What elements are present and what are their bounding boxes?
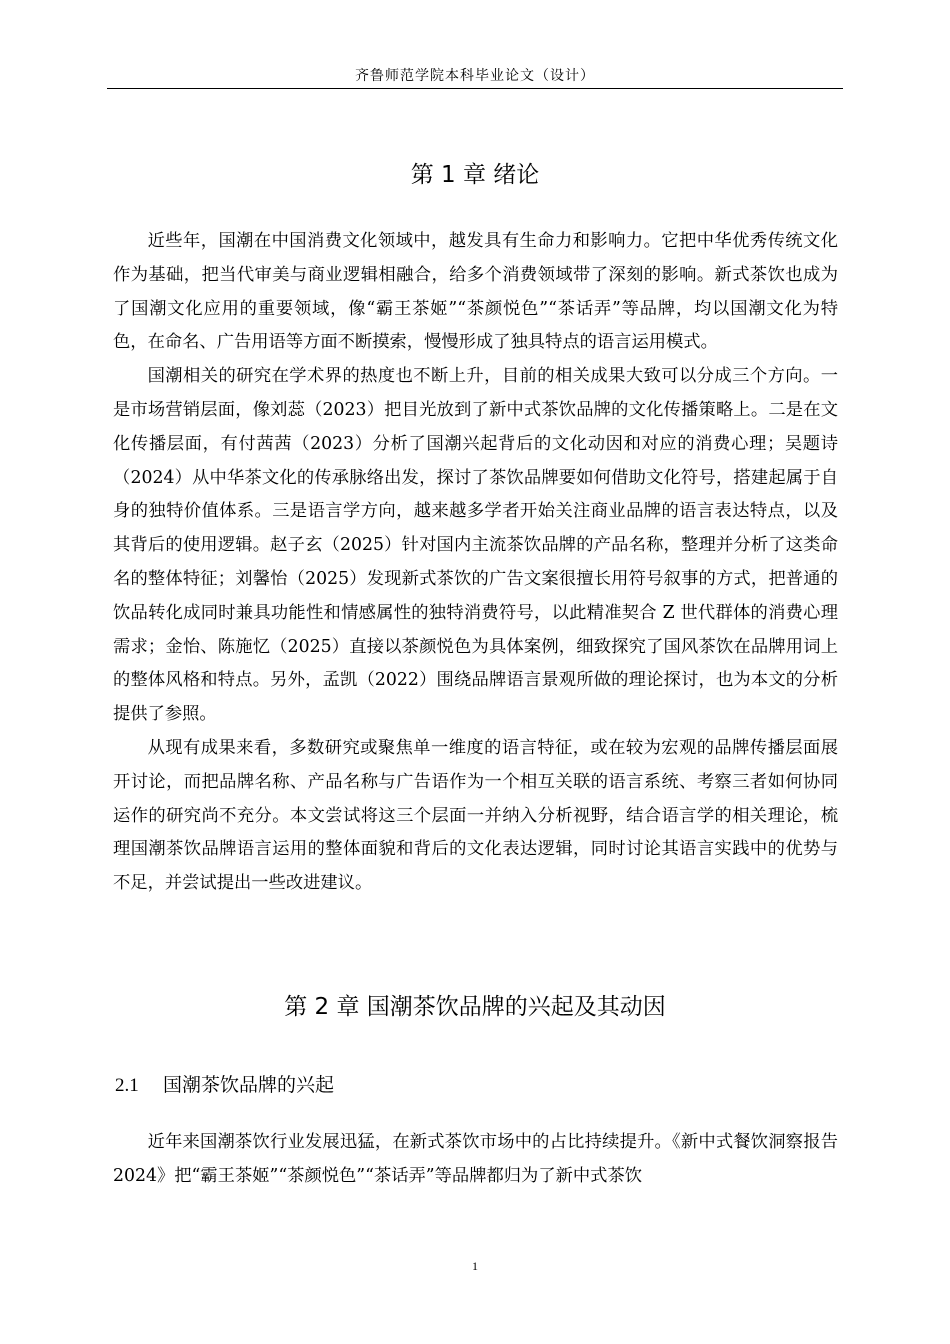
- page-number: 1: [472, 1259, 478, 1273]
- chapter-2-title: 第 2 章 国潮茶饮品牌的兴起及其动因: [284, 994, 666, 1020]
- chapter-1-body: [113, 225, 838, 901]
- paragraph: 从现有成果来看，多数研究或聚焦单一维度的语言特征，或在较为宏观的品牌传播层面展开讨论，而把品牌名称、产品名称与广告语作为一个相互关联的语言系统、考察三者如何协同运作的研究尚不充分。本文尝试将这三个层面一并纳入分析视野，结合语言学的相关理论，梳理国潮茶饮品牌语言运用的整体面貌和背后的文化表达逻辑，同时讨论其语言实践中的优势与不足，并尝试提出一些改进建议。: [113, 737, 838, 894]
- paragraph: 国潮相关的研究在学术界的热度也不断上升，目前的相关成果大致可以分成三个方向。一是市场营销层面，像刘蕊（2023）把目光放到了新中式茶饮品牌的文化传播策略上。二是在文化传播层面，有付茜茜（2023）分析了国潮兴起背后的文化动因和对应的消费心理；吴题诗（2024）从中华茶文化的传承脉络出发，探讨了茶饮品牌要如何借助文化符号，搭建起属于自身的独特价值体系。三是语言学方向，越来越多学者开始关注商业品牌的语言表达特点，以及其背后的使用逻辑。赵子玄（2025）针对国内主流茶饮品牌的产品名称，整理并分析了这类命名的整体特征；刘馨怡（2025）发现新式茶饮的广告文案很擅长用符号叙事的方式，把普通的饮品转化成同时兼具功能性和情感属性的独特消费符号，以此精准契合 Z 世代群体的消费心理需求；金怡、陈施忆（2025）直接以茶颜悦色为具体案例，细致探究了国风茶饮在品牌用词上的整体风格和特点。另外，孟凯（2022）围绕品牌语言景观所做的理论探讨，也为本文的分析提供了参照。: [113, 366, 838, 725]
- section-title-text: 国潮茶饮品牌的兴起: [163, 1074, 335, 1096]
- chapter-1-title: 第 1 章 绪论: [410, 162, 540, 188]
- chapter-2-body: [113, 1126, 838, 1194]
- section-number: 2.1: [115, 1075, 139, 1096]
- paragraph: 近些年，国潮在中国消费文化领域中，越发具有生命力和影响力。它把中华优秀传统文化作为基础，把当代审美与商业逻辑相融合，给多个消费领域带了深刻的影响。新式茶饮也成为了国潮文化应用的重要领域，像“霸王茶姬”“茶颜悦色”“茶话弄”等品牌，均以国潮文化为特色，在命名、广告用语等方面不断摸索，慢慢形成了独具特点的语言运用模式。: [113, 231, 838, 353]
- header-rule: [107, 88, 843, 89]
- running-header: 齐鲁师范学院本科毕业论文（设计）: [355, 68, 595, 84]
- section-2-1-title: [115, 1071, 334, 1100]
- paragraph: 近年来国潮茶饮行业发展迅猛，在新式茶饮市场中的占比持续提升。《新中式餐饮洞察报告 2024》把“霸王茶姬”“茶颜悦色”“茶话弄”等品牌都归为了新中式茶饮: [113, 1132, 838, 1186]
